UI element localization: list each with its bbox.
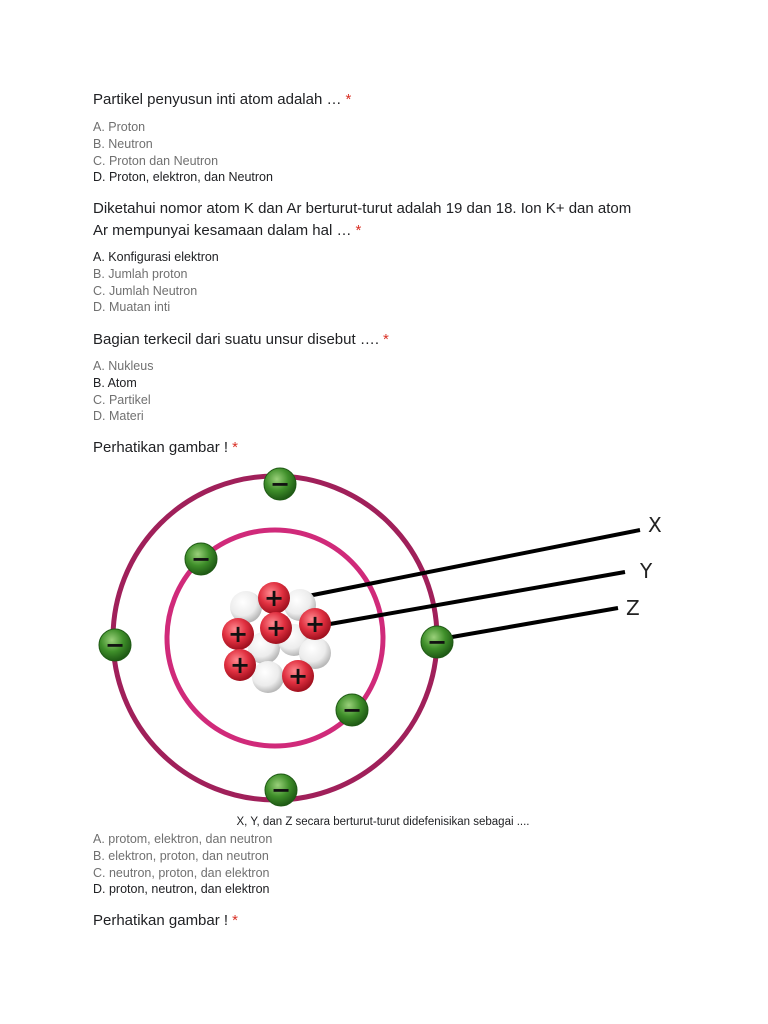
electron [421, 626, 453, 658]
electron-symbol: − [190, 545, 212, 573]
question-4-text: Perhatikan gambar ! [93, 439, 229, 456]
proton [282, 660, 314, 692]
required-asterisk: * [345, 91, 352, 108]
option-b[interactable]: B. elektron, proton, dan neutron [93, 848, 269, 863]
pointer-line-z [452, 608, 618, 637]
proton-symbol: + [263, 584, 285, 612]
option-a[interactable]: A. Proton [93, 120, 146, 134]
question-5-title [93, 910, 693, 932]
option-c[interactable]: C. Jumlah Neutron [93, 283, 198, 298]
option-a[interactable]: A. Nukleus [93, 359, 154, 373]
option-d[interactable]: D. Materi [93, 409, 144, 424]
label-y: Y [640, 559, 653, 583]
proton [299, 608, 331, 640]
proton-symbol: + [287, 662, 309, 690]
option-d-selected[interactable]: D. Proton, elektron, dan Neutron [93, 170, 273, 185]
option-b-selected[interactable]: B. Atom [93, 375, 137, 390]
option-c[interactable]: C. neutron, proton, dan elektron [93, 865, 270, 880]
question-2-options [93, 249, 219, 316]
proton-symbol: + [227, 620, 249, 648]
electron-symbol: − [341, 696, 363, 724]
proton [224, 649, 256, 681]
question-2-title [93, 198, 713, 242]
proton [258, 582, 290, 614]
option-b[interactable]: B. Jumlah proton [93, 266, 188, 281]
option-a[interactable]: A. protom, elektron, dan neutron [93, 832, 273, 846]
question-1-text: Partikel penyusun inti atom adalah … [93, 91, 342, 108]
electron [99, 629, 131, 661]
proton [222, 618, 254, 650]
required-asterisk: * [355, 222, 362, 239]
proton-symbol: + [304, 610, 326, 638]
proton-symbol: + [229, 651, 251, 679]
option-d-selected[interactable]: D. proton, neutron, dan elektron [93, 882, 270, 897]
image-caption [0, 816, 768, 828]
electron [336, 694, 368, 726]
option-d[interactable]: D. Muatan inti [93, 300, 171, 315]
label-z: Z [626, 596, 640, 620]
question-1-options [93, 119, 273, 186]
electron-symbol: − [426, 628, 448, 656]
option-a-selected[interactable]: A. Konfigurasi elektron [93, 250, 219, 264]
option-b[interactable]: B. Neutron [93, 136, 153, 151]
required-asterisk: * [383, 331, 389, 348]
caption-text: X, Y, dan Z secara berturut-turut didefenisikan sebagai .... [236, 816, 530, 828]
electron-symbol: − [269, 470, 291, 498]
atom-diagram [0, 460, 768, 815]
electron [185, 543, 217, 575]
electron [264, 468, 296, 500]
question-5-text: Perhatikan gambar ! [93, 912, 229, 929]
required-asterisk: * [232, 439, 238, 456]
question-2-text-line2: Ar mempunyai kesamaan dalam hal … [93, 222, 352, 239]
required-asterisk: * [232, 912, 238, 929]
electron-symbol: − [104, 631, 126, 659]
pointer-line-x [308, 530, 640, 596]
electron [265, 774, 297, 806]
question-4-title [93, 437, 693, 459]
label-x: X [648, 513, 662, 537]
electron-symbol: − [270, 776, 292, 804]
question-3-title [93, 329, 693, 351]
proton-symbol: + [265, 614, 287, 642]
proton [260, 612, 292, 644]
question-4-options [93, 831, 272, 898]
question-3-options [93, 358, 153, 425]
neutron [230, 591, 262, 623]
nucleus [222, 582, 331, 693]
neutron [252, 661, 284, 693]
question-3-text: Bagian terkecil dari suatu unsur disebut …. [93, 331, 379, 348]
option-c[interactable]: C. Partikel [93, 392, 151, 407]
question-1-title [93, 89, 693, 111]
question-2-text-line1: Diketahui nomor atom K dan Ar berturut-turut adalah 19 dan 18. Ion K+ dan atom [93, 200, 632, 217]
option-c[interactable]: C. Proton dan Neutron [93, 153, 219, 168]
